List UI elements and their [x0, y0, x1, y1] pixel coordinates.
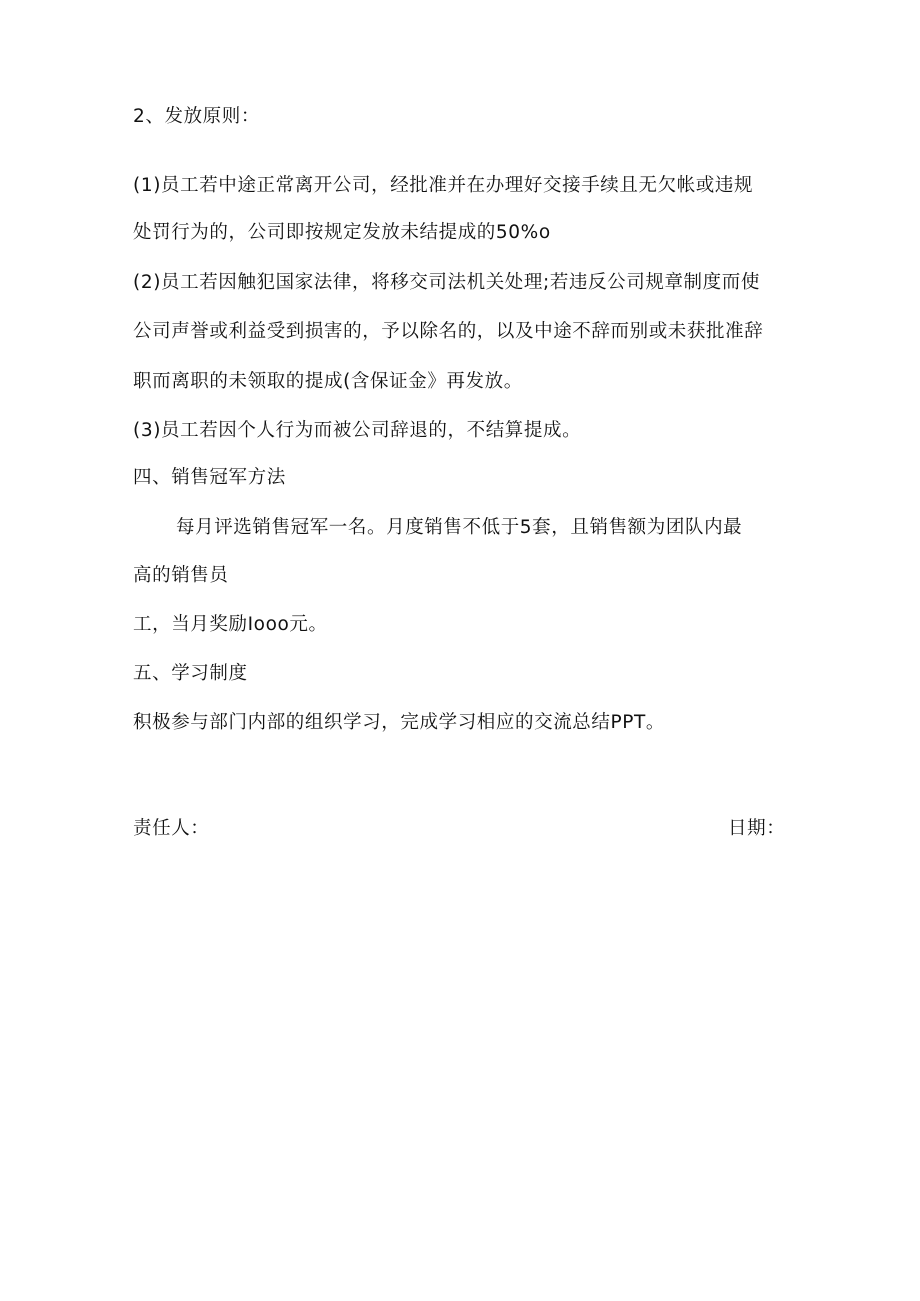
responsible-person-label: 责任人：: [133, 818, 210, 839]
champion-paragraph-line-3: 工，当月奖励Iooo元。: [133, 614, 328, 635]
rule-3-line-1: (3)员工若因个人行为而被公司辞退的，不结算提成。: [133, 420, 582, 441]
champion-paragraph-line-1: 每月评选销售冠军一名。月度销售不低于5套，且销售额为团队内最: [176, 517, 743, 538]
section-5-heading: 五、学习制度: [133, 663, 248, 684]
champion-paragraph-line-2: 高的销售员: [133, 565, 229, 586]
date-label: 日期：: [728, 818, 786, 839]
rule-2-line-2: 公司声誉或利益受到损害的，予以除名的，以及中途不辞而别或未获批准辞: [133, 321, 764, 342]
section-2-heading: 2、发放原则：: [133, 106, 260, 127]
study-paragraph-line-1: 积极参与部门内部的组织学习，完成学习相应的交流总结PPT。: [133, 712, 666, 733]
section-4-heading: 四、销售冠军方法: [133, 467, 286, 488]
rule-2-line-3: 职而离职的未领取的提成(含保证金》再发放。: [133, 371, 523, 392]
rule-1-line-1: (1)员工若中途正常离开公司，经批准并在办理好交接手续且无欠帐或违规: [133, 175, 754, 196]
rule-2-line-1: (2)员工若因触犯国家法律，将移交司法机关处理;若违反公司规章制度而使: [133, 272, 760, 293]
rule-1-line-2: 处罚行为的，公司即按规定发放未结提成的50%o: [133, 222, 551, 243]
